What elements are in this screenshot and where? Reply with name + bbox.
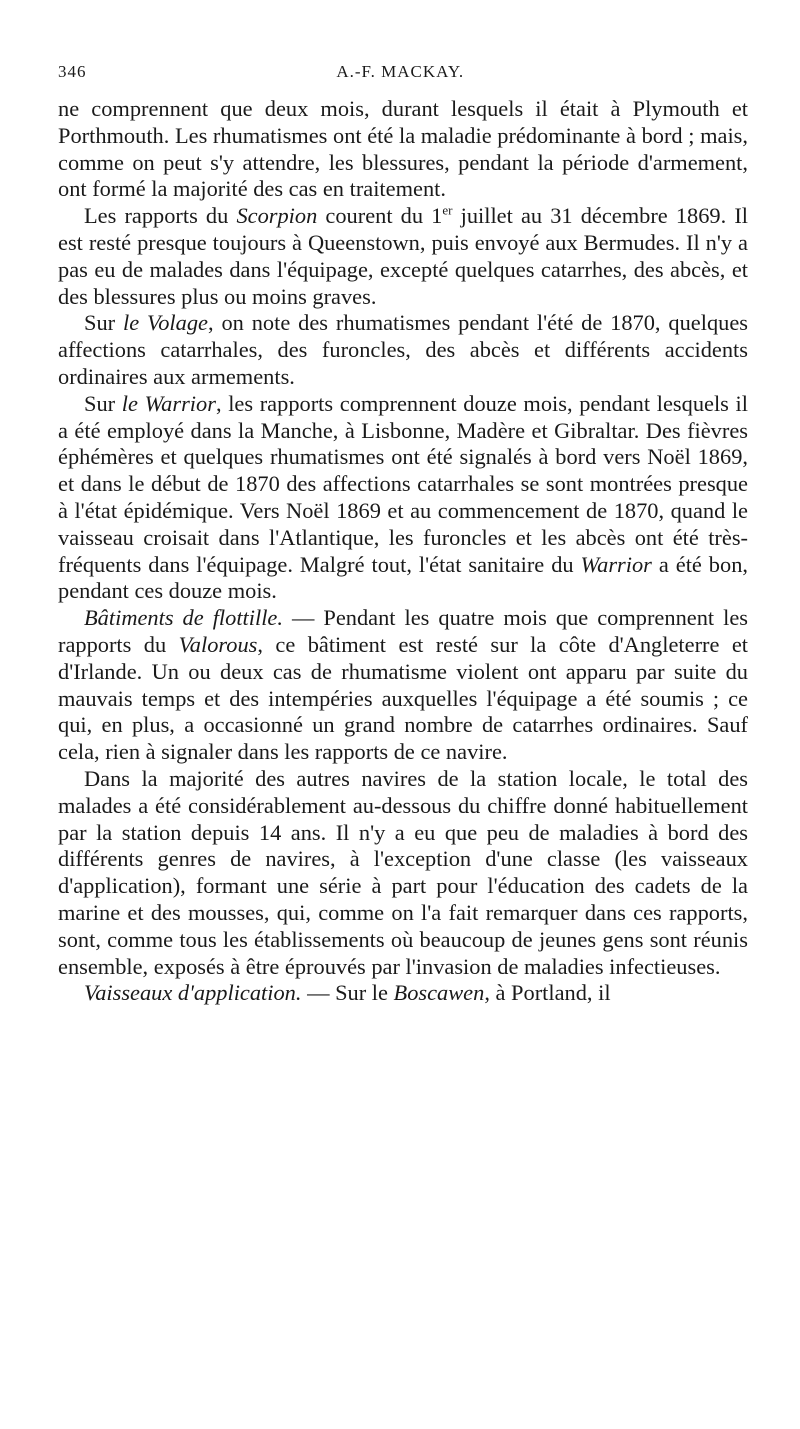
text-run: , on note des rhumatismes pendant l'été de 1870, quelques affections catarrhales, des furoncles, des abcès et différents accidents ordinaires aux armements. — [58, 310, 748, 389]
paragraph — [58, 96, 748, 203]
text-run: — Pendant les quatre mois que comprennent les rapports du — [58, 605, 748, 657]
italic-text: le Warrior — [121, 390, 216, 416]
text-run: , les rapports comprennent douze mois, pendant lesquels il a été employé dans la Manche, à Lisbonne, Madère et Gibraltar. Des fièvres éphémères et quelques rhumatismes ont été signalés à bord vers Noël 1869, et dans le début de 1870 des affections catarrhales se sont montrées presque à l'état épidémique. Vers Noël 1869 et au commencement de 1870, quand le vaisseau croisait dans l'Atlantique, les furoncles et les abcès ont été très-fréquents dans l'équipage. Malgré tout, l'état sanitaire du — [58, 390, 748, 577]
superscript: er — [442, 202, 453, 218]
text-run: Dans la majorité des autres navires de la station locale, le total des malades a été considérablement au-dessous du chiffre donné habituellement par la station depuis 14 ans. Il n'y a eu que peu de maladies à bord des différents genres de navires, à l'exception d'une classe (les vaisseaux d'application), formant une série à part pour l'éducation des cadets de la marine et des mousses, qui, comme on l'a fait remarquer dans ces rapports, sont, comme tous les établissements où beaucoup de jeunes gens sont réunis ensemble, exposés à être éprouvés par l'invasion de maladies infectieuses. — [58, 765, 748, 979]
paragraph — [58, 203, 748, 310]
text-run: courent du 1 — [317, 203, 443, 229]
text-run: ne comprennent que deux mois, durant lesquels il était à Plymouth et Porthmouth. Les rhumatismes ont été la maladie prédominante à bord ; mais, comme on peut s'y attendre, les blessures, pendant la période d'armement, ont formé la majorité des cas en traitement. — [58, 96, 748, 202]
text-run: — Sur le — [301, 980, 394, 1006]
paragraph — [58, 980, 748, 1007]
italic-text: le Volage — [122, 310, 208, 336]
body-text — [58, 96, 748, 1007]
italic-text: Vaisseaux d'application. — [84, 980, 302, 1006]
italic-text: Boscawen — [393, 980, 485, 1006]
paragraph — [58, 605, 748, 766]
page-number: 346 — [58, 62, 87, 81]
text-run: Les rapports du — [84, 203, 237, 229]
text-run: Sur — [84, 310, 123, 336]
italic-text: Warrior — [580, 551, 652, 577]
italic-text: Bâtiments de flottille. — [84, 605, 283, 631]
text-run: , ce bâtiment est resté sur la côte d'Angleterre et d'Irlande. Un ou deux cas de rhumatisme violent ont apparu par suite du mauvais temps et des intempéries auxquelles l'équipage a été soumis ; ce qui, en plus, a occasionné un grand nombre de catarrhes ordinaires. Sauf cela, rien à signaler dans les rapports de ce navire. — [58, 631, 748, 765]
paragraph — [58, 391, 748, 605]
text-run: Sur — [84, 390, 122, 416]
text-run: juillet au 31 décembre 1869. Il est resté presque toujours à Queenstown, puis envoyé aux Bermudes. Il n'y a pas eu de malades dans l'équipage, excepté quelques catarrhes, des abcès, et des blessures plus ou moins graves. — [58, 203, 748, 309]
document-page — [58, 62, 748, 1007]
running-title: A.-F. MACKAY. — [336, 62, 465, 81]
paragraph — [58, 310, 748, 390]
text-run: , à Portland, il — [484, 980, 611, 1006]
paragraph — [58, 766, 748, 980]
italic-text: Scorpion — [236, 203, 318, 229]
page-header — [58, 62, 748, 82]
text-run: a été bon, pendant ces douze mois. — [58, 551, 748, 604]
italic-text: Valorous — [178, 631, 258, 657]
